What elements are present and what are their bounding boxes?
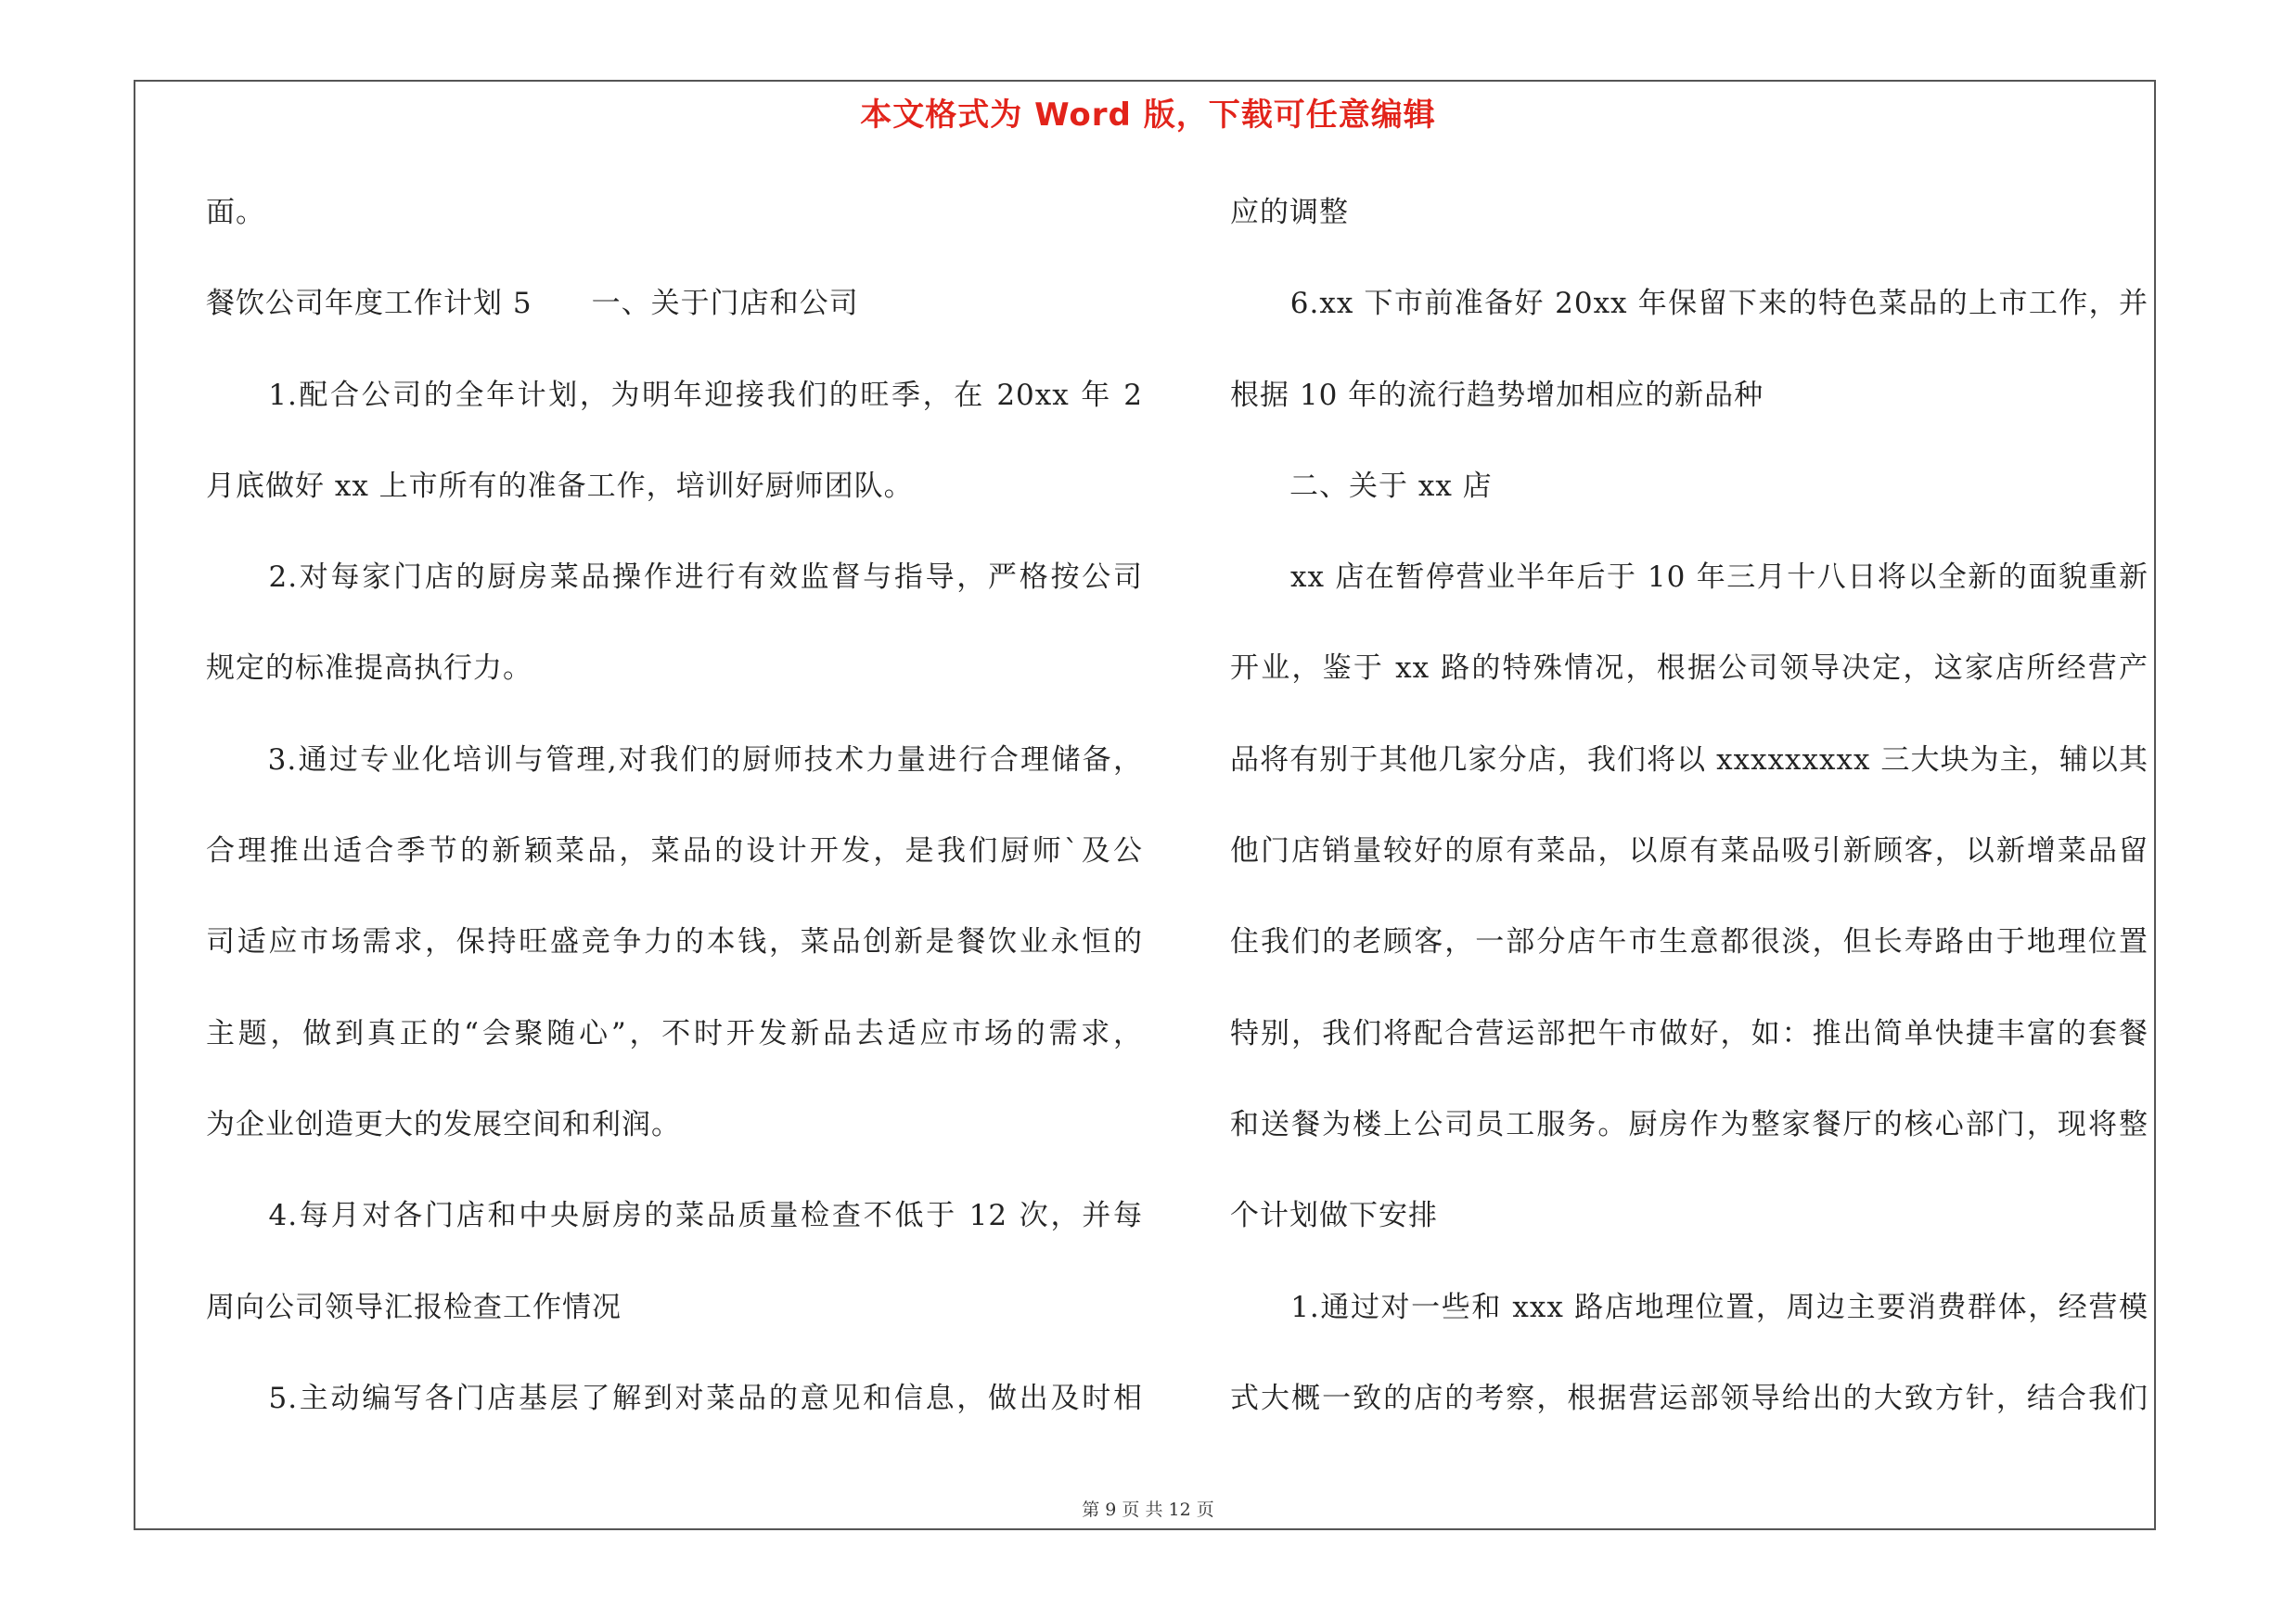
- text-line: 住我们的老顾客，一部分店午市生意都很淡，但长寿路由于地理位置: [1230, 925, 2148, 960]
- text-line: 式大概一致的店的考察，根据营运部领导给出的大致方针，结合我们: [1230, 1381, 2148, 1415]
- text-line: 和送餐为楼上公司员工服务。厨房作为整家餐厅的核心部门，现将整: [1230, 1107, 2148, 1141]
- text-line: 根据 10 年的流行趋势增加相应的新品种: [1230, 378, 1764, 412]
- text-line: 6.xx 下市前准备好 20xx 年保留下来的特色菜品的上市工作，并: [1230, 287, 2148, 321]
- text-line: 周向公司领导汇报检查工作情况: [206, 1290, 622, 1324]
- text-line: 开业，鉴于 xx 路的特殊情况，根据公司领导决定，这家店所经营产: [1230, 651, 2148, 686]
- text-line: 4.每月对各门店和中央厨房的菜品质量检查不低于 12 次，并每: [206, 1199, 1143, 1233]
- text-line: 面。: [206, 196, 265, 229]
- text-line: 3.通过专业化培训与管理,对我们的厨师技术力量进行合理储备，: [206, 742, 1143, 777]
- right-column: [1230, 186, 2148, 1462]
- left-column: [206, 186, 1143, 1462]
- text-line: 月底做好 xx 上市所有的准备工作，培训好厨师团队。: [206, 469, 914, 503]
- text-line: 1.配合公司的全年计划，为明年迎接我们的旺季，在 20xx 年 2: [206, 378, 1143, 412]
- word-format-banner: 本文格式为 Word 版，下载可任意编辑: [860, 97, 1436, 134]
- text-line: 主题，做到真正的“会聚随心”，不时开发新品去适应市场的需求，: [206, 1016, 1143, 1050]
- text-line: 规定的标准提高执行力。: [206, 651, 532, 686]
- text-line: 品将有别于其他几家分店，我们将以 xxxxxxxxx 三大块为主，辅以其: [1230, 742, 2148, 777]
- page-number-footer: 第 9 页 共 12 页: [1082, 1500, 1214, 1520]
- text-line: 应的调整: [1230, 196, 1349, 229]
- text-line: 司适应市场需求，保持旺盛竞争力的本钱，菜品创新是餐饮业永恒的: [206, 925, 1143, 960]
- text-line: xx 店在暂停营业半年后于 10 年三月十八日将以全新的面貌重新: [1230, 560, 2148, 595]
- text-line: 二、关于 xx 店: [1230, 469, 1493, 503]
- text-line: 为企业创造更大的发展空间和利润。: [206, 1107, 681, 1141]
- text-line: 1.通过对一些和 xxx 路店地理位置，周边主要消费群体，经营模: [1230, 1290, 2148, 1324]
- text-line: 餐饮公司年度工作计划 5 一、关于门店和公司: [206, 287, 859, 321]
- text-line: 个计划做下安排: [1230, 1199, 1438, 1233]
- text-line: 特别，我们将配合营运部把午市做好，如：推出简单快捷丰富的套餐: [1230, 1016, 2148, 1050]
- text-line: 2.对每家门店的厨房菜品操作进行有效监督与指导，严格按公司: [206, 560, 1143, 595]
- text-line: 合理推出适合季节的新颖菜品，菜品的设计开发，是我们厨师`及公: [206, 834, 1143, 869]
- text-line: 他门店销量较好的原有菜品，以原有菜品吸引新顾客，以新增菜品留: [1230, 834, 2148, 869]
- text-line: 5.主动编写各门店基层了解到对菜品的意见和信息，做出及时相: [206, 1381, 1143, 1415]
